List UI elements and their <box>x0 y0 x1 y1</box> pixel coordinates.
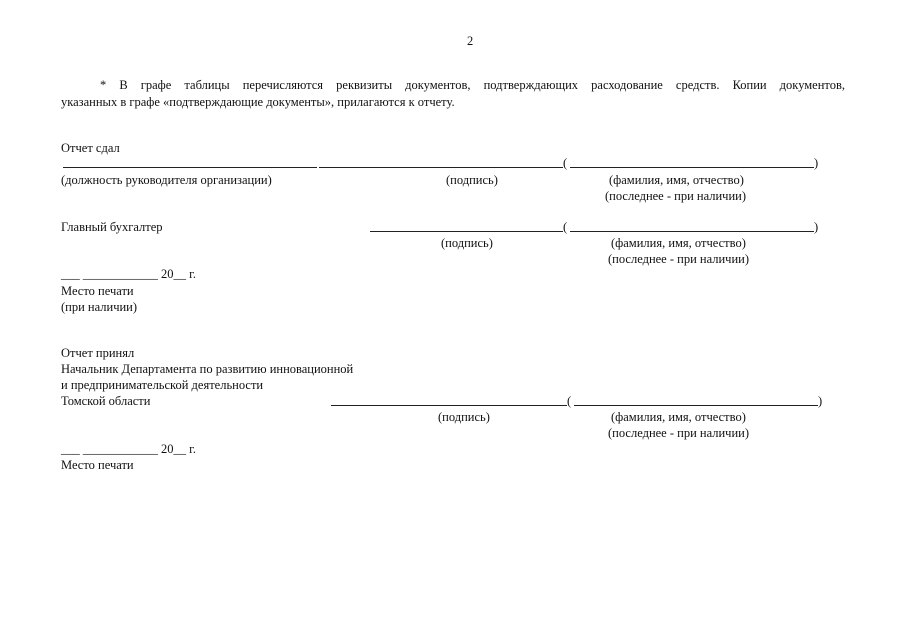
signature-caption: (подпись) <box>446 173 498 187</box>
fio-open-paren: ( <box>563 156 568 170</box>
fio-open-paren: ( <box>567 394 572 408</box>
fio-note-caption: (последнее - при наличии) <box>608 252 749 266</box>
fio-note-caption: (последнее - при наличии) <box>605 189 746 203</box>
footnote-line-1: * В графе таблицы перечисляются реквизиты документов, подтверждающих расходование средств. Копии документов, <box>100 78 845 92</box>
report-accepted-heading: Отчет принял <box>61 346 135 360</box>
footnote-line-2: указанных в графе «подтверждающие документы», прилагаются к отчету. <box>61 95 455 109</box>
position-caption: (должность руководителя организации) <box>61 173 272 187</box>
fio-caption: (фамилия, имя, отчество) <box>611 236 746 250</box>
fio-caption: (фамилия, имя, отчество) <box>611 410 746 424</box>
signature-caption: (подпись) <box>441 236 493 250</box>
fio-close-paren: ) <box>814 156 819 170</box>
chief-accountant-heading: Главный бухгалтер <box>61 220 163 234</box>
signature-line <box>319 167 563 168</box>
fio-open-paren: ( <box>563 220 568 234</box>
fio-note-caption: (последнее - при наличии) <box>608 426 749 440</box>
date-line: ___ ____________ 20__ г. <box>61 267 196 281</box>
position-line-2: и предпринимательской деятельности <box>61 378 264 392</box>
fio-line <box>570 167 814 168</box>
fio-caption: (фамилия, имя, отчество) <box>609 173 744 187</box>
stamp-label: Место печати <box>61 458 134 472</box>
position-line-1: Начальник Департамента по развитию инновационной <box>61 362 354 376</box>
position-line-3: Томской области <box>61 394 151 408</box>
page-number: 2 <box>467 34 474 48</box>
fio-close-paren: ) <box>818 394 823 408</box>
fio-close-paren: ) <box>814 220 819 234</box>
stamp-label: Место печати <box>61 284 134 298</box>
signature-line <box>370 231 563 232</box>
date-line: ___ ____________ 20__ г. <box>61 442 196 456</box>
fio-line <box>574 405 818 406</box>
signature-caption: (подпись) <box>438 410 490 424</box>
signature-line <box>331 405 567 406</box>
position-line <box>63 167 317 168</box>
stamp-note: (при наличии) <box>61 300 138 314</box>
fio-line <box>570 231 814 232</box>
report-submitted-heading: Отчет сдал <box>61 141 120 155</box>
